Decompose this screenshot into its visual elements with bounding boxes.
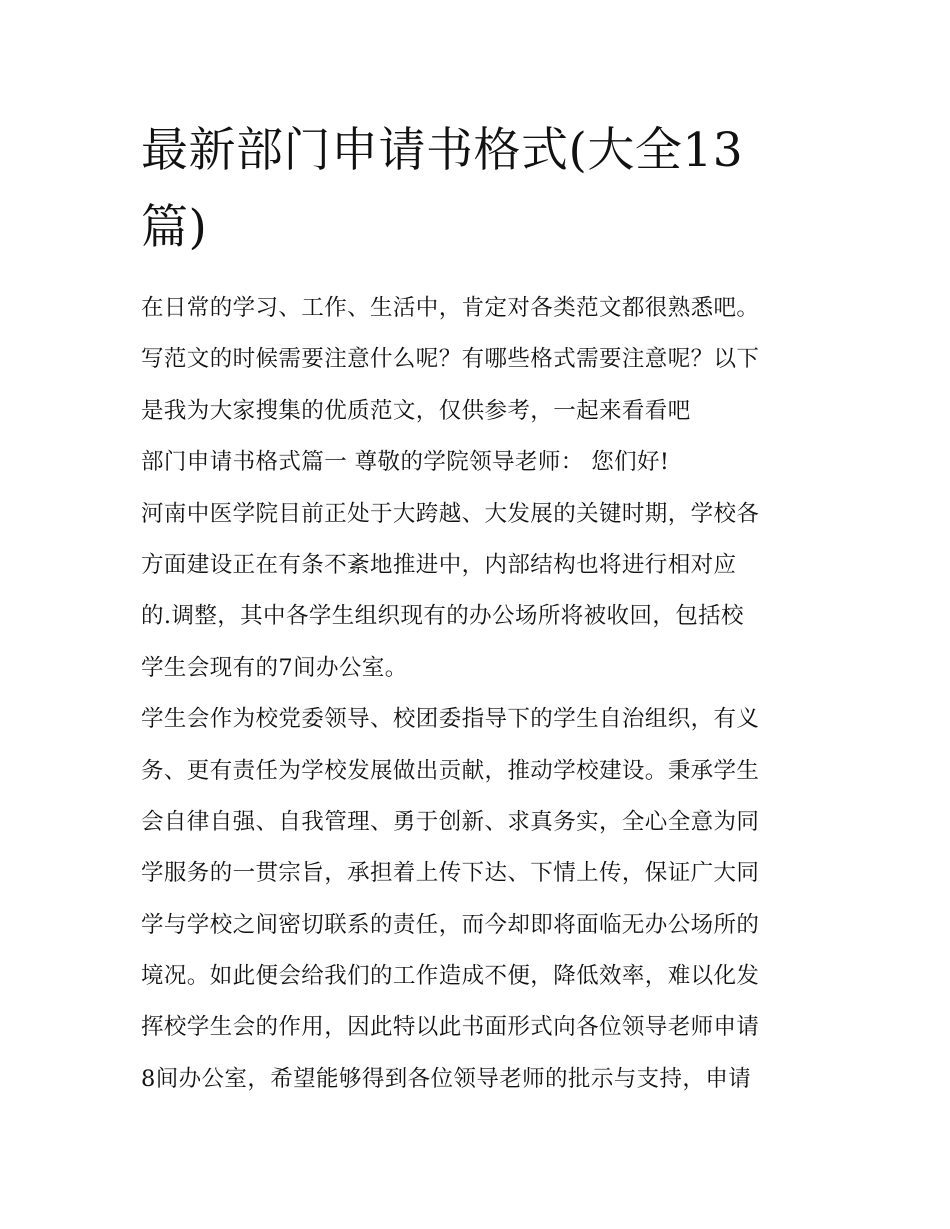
body-line: 学生会作为校党委领导、校团委指导下的学生自治组织，有义	[141, 706, 760, 733]
body-line: 河南中医学院目前正处于大跨越、大发展的关键时期，学校各	[141, 500, 760, 527]
body-line: 在日常的学习、工作、生活中，肯定对各类范文都很熟悉吧。	[141, 295, 760, 321]
body-line: 方面建设正在有条不紊地推进中，内部结构也将进行相对应	[141, 551, 737, 578]
document-title	[141, 112, 821, 266]
body-line: 会自律自强、自我管理、勇于创新、求真务实，全心全意为同	[141, 808, 760, 835]
document-page	[141, 112, 821, 1105]
body-line: 是我为大家搜集的优质范文，仅供参考，一起来看看吧	[141, 397, 691, 424]
body-line: 写范文的时候需要注意什么呢？有哪些格式需要注意呢？以下	[141, 346, 760, 373]
body-line: 境况。如此便会给我们的工作造成不便，降低效率，难以化发	[141, 963, 760, 990]
document-body	[141, 283, 821, 1105]
body-line: 部门申请书格式篇一 尊敬的学院领导老师： 您们好!	[141, 449, 670, 476]
title-line: 篇)	[141, 200, 208, 255]
body-line: 挥校学生会的作用，因此特以此书面形式向各位领导老师申请	[141, 1014, 760, 1041]
body-line: 学服务的一贯宗旨，承担着上传下达、下情上传，保证广大同	[141, 860, 760, 887]
body-line: 务、更有责任为学校发展做出贡献，推动学校建设。秉承学生	[141, 757, 760, 784]
body-line: 的.调整，其中各学生组织现有的办公场所将被收回，包括校	[141, 603, 744, 630]
body-line: 学与学校之间密切联系的责任，而今却即将面临无办公场所的	[141, 911, 760, 938]
body-line: 8间办公室，希望能够得到各位领导老师的批示与支持，申请	[141, 1065, 752, 1092]
body-line: 学生会现有的7间办公室。	[141, 654, 408, 681]
title-line: 最新部门申请书格式(大全13	[141, 123, 744, 178]
